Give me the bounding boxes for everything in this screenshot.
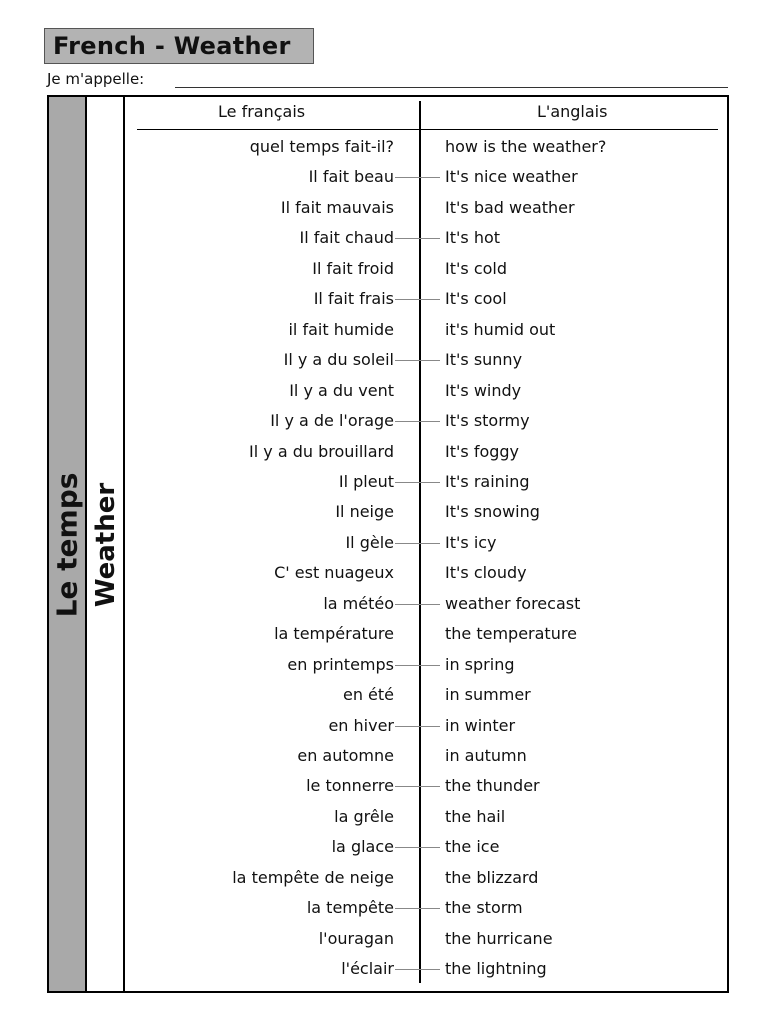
french-term: quel temps fait-il? [249,137,394,156]
french-term: Il fait chaud [299,228,394,248]
vocab-row [125,771,728,801]
vocab-row [125,619,728,649]
vocab-row [125,162,728,192]
english-term: in winter [445,715,516,735]
french-term: il fait humide [288,319,394,339]
connector-line [395,604,440,605]
english-term: It's raining [445,471,530,491]
english-term: It's cold [445,258,507,278]
vocab-row [125,650,728,680]
connector-line [395,847,440,848]
connector-line [395,969,440,970]
vocab-row [125,680,728,710]
english-term: the lightning [445,959,547,979]
vocab-row [125,893,728,923]
french-term: Il y a de l'orage [270,411,394,431]
column-header-french: Le français [218,102,306,121]
english-term: the thunder [445,776,540,796]
connector-line [395,482,440,483]
vocab-row [125,741,728,771]
english-term: the ice [445,837,500,857]
connector-line [395,665,440,666]
french-term: Il gèle [345,532,394,552]
french-term: la tempête de neige [232,867,394,887]
vocab-row [125,315,728,345]
french-term: la température [274,624,394,644]
french-term: Il fait frais [313,289,394,309]
french-term: l'éclair [341,959,394,979]
connector-line [395,238,440,239]
name-label: Je m'appelle: [47,70,145,88]
french-term: le tonnerre [306,776,394,796]
french-term: la tempête [306,898,394,918]
connector-line [395,421,440,422]
english-term: it's humid out [445,319,556,339]
french-term: C' est nuageux [274,563,394,583]
french-term: Il fait beau [308,167,394,187]
vocab-row [125,376,728,406]
worksheet-title: French - Weather [44,28,314,64]
vocab-row [125,406,728,436]
vocab-row [125,924,728,954]
connector-line [395,177,440,178]
english-term: It's bad weather [445,197,575,217]
vocab-row [125,193,728,223]
english-term: It's foggy [445,441,520,461]
vocab-row [125,711,728,741]
french-term: Il neige [335,502,394,522]
name-input-line[interactable] [175,87,728,88]
french-term: Il pleut [338,471,394,491]
english-term: It's stormy [445,411,530,431]
french-term: Il fait froid [312,258,394,278]
vocab-row [125,132,728,162]
english-term: the temperature [445,624,577,644]
connector-line [395,299,440,300]
connector-line [395,786,440,787]
french-term: l'ouragan [318,928,394,948]
column-header-english: L'anglais [537,102,608,121]
vocab-row [125,863,728,893]
vocab-row [125,497,728,527]
english-term: the hail [445,806,506,826]
vocab-row [125,223,728,253]
vocab-row [125,284,728,314]
side-label-weather: Weather [91,482,121,608]
connector-line [395,360,440,361]
vocab-row [125,345,728,375]
french-term: Il y a du soleil [283,350,394,370]
english-term: It's cloudy [445,563,527,583]
french-term: Il y a du vent [289,380,394,400]
english-term: It's sunny [445,350,523,370]
header-rule [137,129,718,130]
french-term: Il fait mauvais [280,197,394,217]
english-term: It's icy [445,532,497,552]
english-term: the blizzard [445,867,539,887]
english-term: in summer [445,685,531,705]
french-term: en printemps [287,654,394,674]
french-term: en automne [297,746,394,765]
english-term: the storm [445,898,523,918]
english-term: It's nice weather [445,167,578,187]
english-term: It's snowing [445,502,540,522]
english-term: in autumn [445,746,527,765]
french-term: la glace [331,837,394,857]
english-term: It's windy [445,380,522,400]
french-term: en hiver [328,715,394,735]
vocab-row [125,254,728,284]
english-term: in spring [445,654,515,674]
vocab-row [125,954,728,984]
french-term: la grêle [334,806,394,826]
vocab-row [125,528,728,558]
english-term: how is the weather? [445,137,607,156]
vocab-row [125,589,728,619]
french-term: la météo [323,593,394,613]
vocab-row [125,802,728,832]
vocab-row [125,832,728,862]
english-term: weather forecast [445,593,581,613]
english-term: It's cool [445,289,507,309]
vocab-row [125,437,728,467]
english-term: It's hot [445,228,501,248]
vocab-row [125,558,728,588]
vocab-row [125,467,728,497]
side-label-le-temps: Le temps [50,472,84,618]
english-term: the hurricane [445,928,553,948]
connector-line [395,543,440,544]
french-term: en été [342,685,394,705]
french-term: Il y a du brouillard [249,441,394,461]
connector-line [395,726,440,727]
connector-line [395,908,440,909]
